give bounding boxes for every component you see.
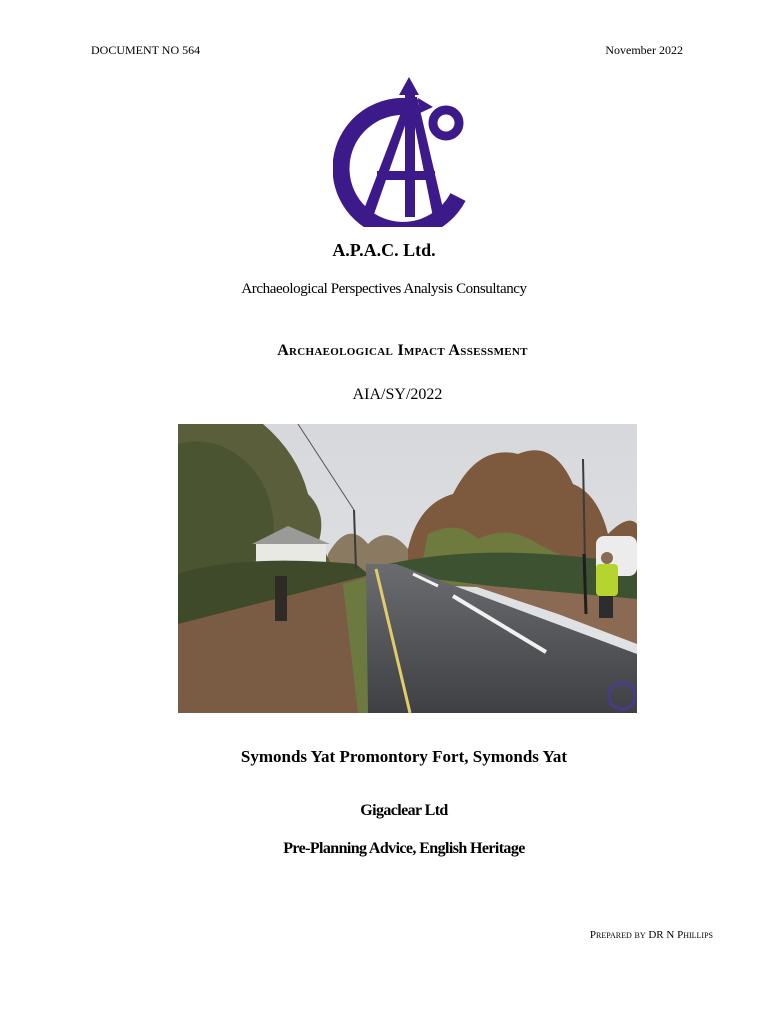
report-reference: AIA/SY/2022 xyxy=(352,386,443,403)
advice-type: Pre-Planning Advice, English Heritage xyxy=(283,840,525,857)
company-full-name: Archaeological Perspectives Analysis Consultancy xyxy=(241,281,527,297)
document-number: DOCUMENT NO 564 xyxy=(91,43,201,57)
company-name: A.P.A.C. Ltd. xyxy=(332,240,436,260)
road-with-surveyor-photo xyxy=(178,424,637,713)
prepared-by: Prepared by DR N Phillips xyxy=(589,929,713,941)
report-title: Archaeological Impact Assessment xyxy=(277,342,528,359)
apac-logo-icon xyxy=(333,75,470,227)
site-title: Symonds Yat Promontory Fort, Symonds Yat xyxy=(240,747,568,766)
document-date: November 2022 xyxy=(605,43,683,57)
client-name: Gigaclear Ltd xyxy=(360,802,448,819)
